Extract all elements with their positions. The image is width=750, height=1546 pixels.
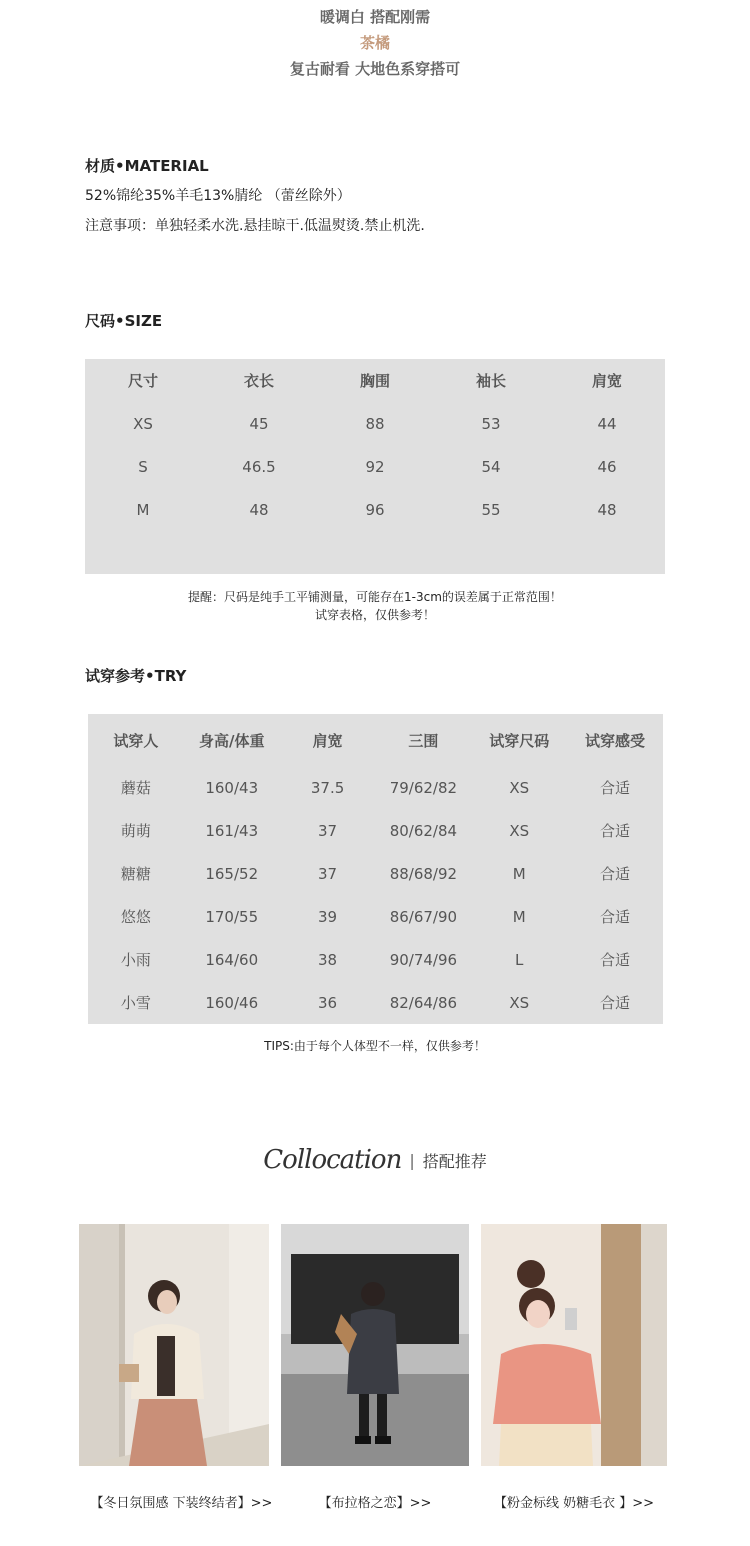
- table-cell: 萌萌: [120, 822, 151, 840]
- table-cell: 55: [481, 500, 501, 519]
- table-cell: XS: [509, 821, 530, 840]
- table-cell: 161/43: [205, 821, 259, 840]
- table-cell: 小雪: [120, 994, 151, 1012]
- table-cell: 96: [365, 500, 385, 519]
- outfit-caption-1[interactable]: 【冬日氛围感 下装终结者】>>: [90, 1496, 273, 1511]
- intro-line-2: 茶橘: [359, 34, 390, 52]
- size-header-cell: 胸围: [359, 372, 390, 390]
- intro-line-1: 暖调白 搭配刚需: [319, 8, 431, 26]
- table-cell: 合适: [600, 865, 631, 883]
- table-cell: 糖糖: [120, 865, 151, 883]
- material-composition: 52%锦纶35%羊毛13%腈纶 （蕾丝除外）: [85, 188, 351, 204]
- table-row: [88, 938, 663, 981]
- size-note-2: 试穿表格，仅供参考！: [314, 608, 435, 622]
- table-cell: 80/62/84: [389, 821, 458, 840]
- table-row: [85, 402, 665, 445]
- try-tips: TIPS:由于每个人体型不一样，仅供参考！: [264, 1039, 486, 1053]
- table-cell: M: [136, 500, 150, 519]
- size-table: [85, 359, 665, 574]
- table-cell: 小雨: [120, 951, 151, 969]
- intro-line-3: 复古耐看 大地色系穿搭可: [289, 60, 461, 78]
- table-cell: M: [512, 907, 526, 926]
- table-cell: 合适: [600, 822, 631, 840]
- table-cell: 88/68/92: [389, 864, 458, 883]
- try-title: 试穿参考•TRY: [85, 667, 187, 685]
- size-table-header: [85, 359, 665, 402]
- table-cell: XS: [133, 414, 153, 433]
- table-cell: 54: [481, 457, 501, 476]
- collocation-script: Collocation: [263, 1145, 402, 1175]
- table-row: [88, 766, 663, 809]
- table-cell: 46: [597, 457, 617, 476]
- care-instructions: 注意事项：单独轻柔水洗.悬挂晾干.低温熨烫.禁止机洗.: [85, 218, 425, 234]
- table-row: [88, 852, 663, 895]
- table-cell: 44: [597, 414, 617, 433]
- table-cell: 90/74/96: [389, 950, 458, 969]
- table-cell: 合适: [600, 994, 631, 1012]
- table-cell: 37: [318, 821, 338, 840]
- table-cell: 合适: [600, 908, 631, 926]
- table-cell: 37.5: [310, 778, 345, 797]
- outfit-caption-3[interactable]: 【粉金标线 奶糖毛衣 】>>: [493, 1496, 655, 1511]
- table-cell: 悠悠: [120, 908, 151, 926]
- table-cell: 160/43: [205, 778, 259, 797]
- collocation-title: 搭配推荐: [422, 1151, 487, 1171]
- table-cell: M: [512, 864, 526, 883]
- material-title: 材质•MATERIAL: [85, 157, 209, 175]
- table-cell: S: [138, 457, 148, 476]
- table-cell: 160/46: [205, 993, 259, 1012]
- table-cell: 165/52: [205, 864, 259, 883]
- table-row: [85, 445, 665, 488]
- table-cell: 82/64/86: [389, 993, 458, 1012]
- try-header-cell: 身高/体重: [199, 731, 265, 750]
- table-cell: 53: [481, 414, 501, 433]
- try-table-header: [88, 714, 663, 766]
- table-cell: 36: [318, 993, 338, 1012]
- table-cell: 48: [249, 500, 269, 519]
- table-cell: 164/60: [205, 950, 259, 969]
- table-cell: 48: [597, 500, 617, 519]
- size-header-cell: 肩宽: [591, 372, 622, 390]
- try-table: [88, 714, 663, 1024]
- table-cell: 79/62/82: [389, 778, 458, 797]
- try-header-cell: 肩宽: [312, 731, 343, 750]
- table-cell: 38: [318, 950, 338, 969]
- try-header-cell: 试穿感受: [585, 731, 646, 750]
- try-header-cell: 试穿尺码: [489, 731, 550, 750]
- table-cell: 蘑菇: [120, 779, 151, 797]
- collocation-divider: |: [409, 1150, 415, 1170]
- outfit-caption-2[interactable]: 【布拉格之恋】>>: [318, 1496, 432, 1511]
- try-header-cell: 试穿人: [113, 731, 159, 750]
- table-row: [88, 981, 663, 1024]
- table-cell: 86/67/90: [389, 907, 458, 926]
- table-cell: 合适: [600, 779, 631, 797]
- table-cell: 92: [365, 457, 385, 476]
- table-cell: 170/55: [205, 907, 259, 926]
- table-cell: 46.5: [242, 457, 276, 476]
- size-title: 尺码•SIZE: [85, 312, 163, 330]
- size-header-cell: 尺寸: [127, 372, 158, 390]
- outfit-photo-3[interactable]: [481, 1224, 667, 1466]
- size-header-cell: 袖长: [475, 372, 506, 390]
- outfit-photo-2[interactable]: [281, 1224, 469, 1466]
- table-cell: 45: [249, 414, 269, 433]
- table-cell: 88: [365, 414, 385, 433]
- outfit-photo-1[interactable]: [79, 1224, 269, 1466]
- table-row: [88, 809, 663, 852]
- table-row: [85, 488, 665, 531]
- size-header-cell: 衣长: [243, 372, 274, 390]
- table-row: [88, 895, 663, 938]
- table-cell: 37: [318, 864, 338, 883]
- collocation-heading: [0, 1145, 750, 1175]
- table-cell: XS: [509, 778, 530, 797]
- table-cell: L: [515, 950, 524, 969]
- table-cell: XS: [509, 993, 530, 1012]
- table-cell: 合适: [600, 951, 631, 969]
- try-header-cell: 三围: [408, 731, 439, 750]
- size-note-1: 提醒：尺码是纯手工平铺测量，可能存在1-3cm的误差属于正常范围！: [188, 590, 562, 604]
- table-cell: 39: [318, 907, 338, 926]
